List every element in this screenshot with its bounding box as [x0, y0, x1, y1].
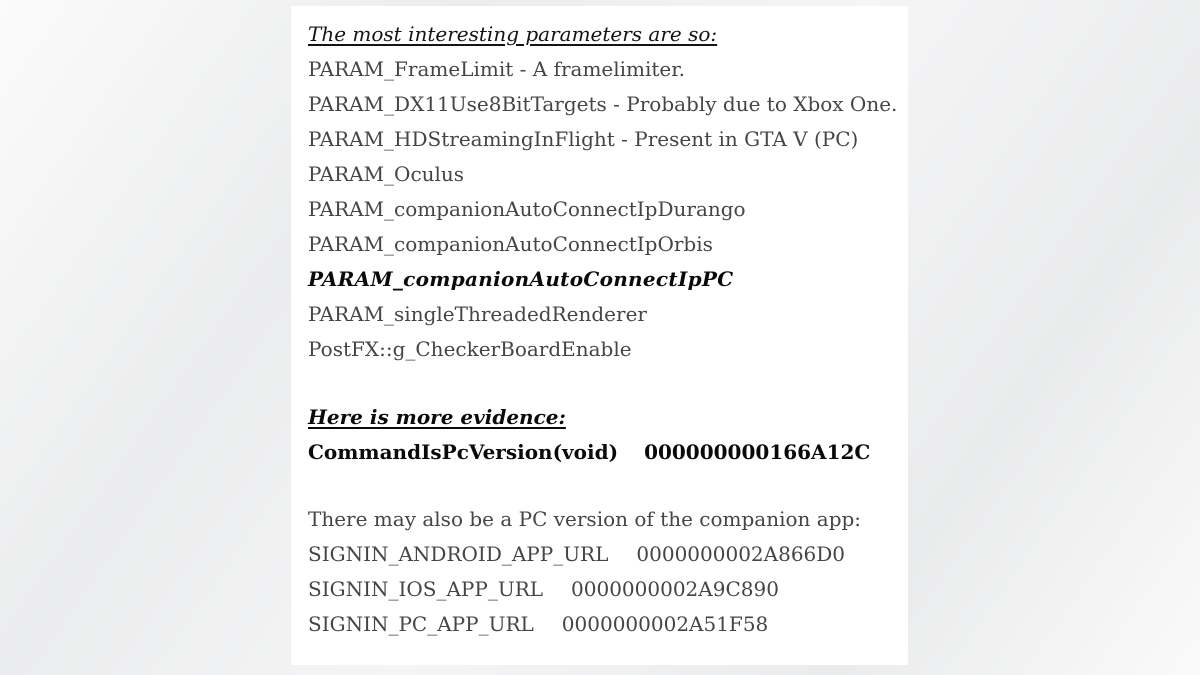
param-line-oculus: PARAM_Oculus: [308, 162, 465, 186]
command-line: [308, 435, 908, 470]
params-heading: The most interesting parameters are so:: [308, 22, 718, 46]
param-line-singlethreaded: PARAM_singleThreadedRenderer: [308, 302, 647, 326]
param-line-orbis: PARAM_companionAutoConnectIpOrbis: [308, 232, 713, 256]
command-address: 000000000166A12C: [644, 440, 871, 464]
param-line-postfx: PostFX::g_CheckerBoardEnable: [308, 337, 632, 361]
command-name: CommandIsPcVersion(void): [308, 440, 619, 464]
signin-ios-address: 0000000002A9C890: [571, 577, 779, 601]
param-line-dx11: PARAM_DX11Use8BitTargets - Probably due to Xbox One.: [308, 92, 898, 116]
signin-android-address: 0000000002A866D0: [636, 542, 846, 566]
evidence-heading: Here is more evidence:: [308, 405, 566, 429]
param-line-framelimit: PARAM_FrameLimit - A framelimiter.: [308, 57, 685, 81]
section-spacer: [308, 470, 908, 502]
signin-pc-name: SIGNIN_PC_APP_URL: [308, 612, 534, 636]
companion-intro: There may also be a PC version of the companion app:: [308, 507, 862, 531]
signin-line-ios: [308, 572, 908, 607]
signin-line-android: [308, 537, 908, 572]
param-line-pc-highlighted: PARAM_companionAutoConnectIpPC: [308, 267, 734, 291]
section-spacer: [308, 367, 908, 400]
signin-android-name: SIGNIN_ANDROID_APP_URL: [308, 542, 609, 566]
signin-pc-address: 0000000002A51F58: [561, 612, 769, 636]
param-line-hdstreaming: PARAM_HDStreamingInFlight - Present in GTA V (PC): [308, 127, 859, 151]
article-page: [291, 6, 908, 665]
signin-line-pc: [308, 607, 908, 642]
param-line-durango: PARAM_companionAutoConnectIpDurango: [308, 197, 746, 221]
signin-ios-name: SIGNIN_IOS_APP_URL: [308, 577, 544, 601]
